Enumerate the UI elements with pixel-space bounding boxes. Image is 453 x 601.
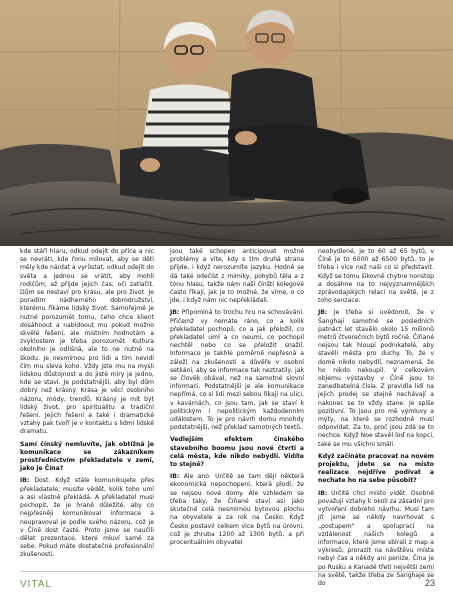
answer-text: Připomíná to trochu hru na schovávání. Přičemž vy nemáte ráno, co a kolik překladatel pochopil, co a jak přeložil, co překladatel umí a co neumí, co pochopil nechtěl nebo co se přeložit snažil. Informace je takhle poměrně nepřesná a záleží na zkušenosti a důvěře v osobní setkání, aby se informace tak neztratily, jak se člověk obával, než na samotné slovní informaci. Podstatnější je ale komunikace nepřímá, co si lidi mezi sebou říkají na ulici, v kavárnách, co jsou tam, jak se staví k politickým i nepolitickým každodenním událostem. To je pro návrh domu mnohdy podstatnější, než překlad samotných textů. [170,309,304,432]
interview-answer [170,473,304,547]
answer-text: Je třeba si uvědomit, že v Šanghaji samotné se posledních patnáct let stavělo okolo 15 milionů metrů čtverečních bytů ročně. Číňané nejsou tak hloupí podnikatelé, aby stavěli města pro duchy. To, že v domě nikdo nebydlí, neznamená, že ho nikdo nekoupil. V celkovém objemu výstavby v Číně jsou to zanedbatelná čísla. Z pravidla lidí na jejich prodej se stejně nechávají a nakonec se to vždy stane. Je spíše pozitivní. To jsou pro mě výmluvy a mýty, na které se rozhodně musí odpovídat. Za to, proč jsou zdá se to nechce. Když Noe stavěl loď na kopci, také se mu všichni smáli. [318,309,434,448]
interview-answer [20,477,154,559]
interview-question: Když začínáte pracovat na novém projektu, jdete se na místo realizace nejdříve podívat a nechatе ho na sebe působit? [318,452,434,485]
magazine-brand: VITAL [20,579,53,590]
speaker-initials: JB: [170,309,180,317]
article-paragraph: kde stáří hlaru, odkud odejít do příce a nic se nevráti, kde řonu milovat, aby se děti měly kde nárdat a vyrůstat, odkud odejít do světa a jednou se vrátit, aby mohli rodičům, až přijde jejich čas, oči zatlačit. Dům se nestaví pro krásu, ale pro život. Je poradím nádherného dobrodružství, kterému říkáme lidský život. Samořejmě je nutné porozumět tomu, čeho chce klient dosáhnout a nabídnout mu pokud možno skvělé řešení, ale mistním hodnotám a zvyklostem je třeba porozumět. Kultura okolního je odlišná, ale to ne nutně na škodu. Je nesmírnou pro lidi a tím nevidí čím mu sleva koho. Vždy jste mu na mysli lidskou důstojnost a do jisté míry je jedno, kde se staví. Je podstatnější, aby byl dům dobrý než krásný. Krása je věcí osobního názoru, módy, trendů. Krásný je mít být lidský život, pro spiritualitu a tradiční řešení. Jejich řešení a také i dramatické vztahy pak tvoří je v kontaktu s lidmi lidské dramatu. [20,248,154,436]
interview-answer [170,309,304,432]
speaker-initials: IB: [20,477,30,485]
interview-question: Samí čínský nemluvíte, jak obtížná je komunikace se zákazníkem prostřednictvím překladatele v zemi, jako je Čína? [20,440,154,473]
article-column-2 [170,248,304,570]
photo [0,0,453,246]
footer-divider [20,571,435,572]
speaker-initials: IB: [170,473,180,481]
answer-text: Ale ano. Určitě se tam dějí některá ekonomická nepochopení, která plodí, že se nejsou nové domy. Ale vzhledem se třeba taky, že Číňané staví asi jako skutečně celá nesmírnou bytovou plochu na obyvatele a za rok na Česko. Když Česko postavil celkem více bytů na úrovni, což je zhruba 1200 až 1300 bytů, a při procentuálním obyvatel [170,473,305,546]
speaker-initials: JB: [318,309,328,317]
page-footer [0,571,453,601]
interview-answer [318,309,434,448]
article-column-1 [20,248,154,570]
article-paragraph: jsou také schopen anticipovat možné problémy a víte, kdy s tím druhá strana přijde, i když nerozumíte jazyku. Hodně se dá také odečíst z mimiky, pohybů těla a z tónu hlasu, takže nám naší čínští kolegové často říkají, jak je to možné, že víme, o co jde, i když nám nic nepřekládali. [170,248,304,305]
speaker-initials: IB: [318,489,328,497]
photo-illustration [0,0,453,246]
answer-text: Dost. Když stále komunikujete přes překladatele, musíte vědět, kolik toho umí a asi vlastně překládá. A překladatel musí pochopit, že je hraně důležité, aby co nejpřesněji komunikoval informace a neupravoval je podle svého názoru, což je v Číně dost časté. Proto jsme se naučili dělat prezentace, které mluví samé za sebe. Pokud máte dostatečné profesionální zkušenosti, [20,477,155,559]
article-paragraph: neobydlené, je to 60 až 65 bytů, v Číně je to 6000 až 6500 bytů, to je třeba i více než naši co si představit. Když se tomu šikovně chytne nonstop a dosáhne na to nejvýznamnějších zprávodajských relací na světě, je z toho senzace. [318,248,434,305]
interview-question: Vedlejším efektem čínského stavebního boomu jsou nové čtvrti a celá města, kde nikdo nebydlí. Vidíte to stejně? [170,436,304,469]
page-number: 23 [424,578,435,588]
answer-text: Určitě chci místo vidět. Osobně považuji vztahy k okolí za zásadní pro vytvoření dobrého návrhu. Musí tam jít jsme se někdy navrhovat s „postupem“ a spoluprací na vzdálenost našich kolegů a informace, které jsme sbírali z map a výkresů, prorazit na návštěvu místa nebyl čas a někdy ani peníze. Čína je po Rusku a Kanadě třetí největší zemí na světě, takže třeba ze Šanghaje se do [318,489,434,587]
